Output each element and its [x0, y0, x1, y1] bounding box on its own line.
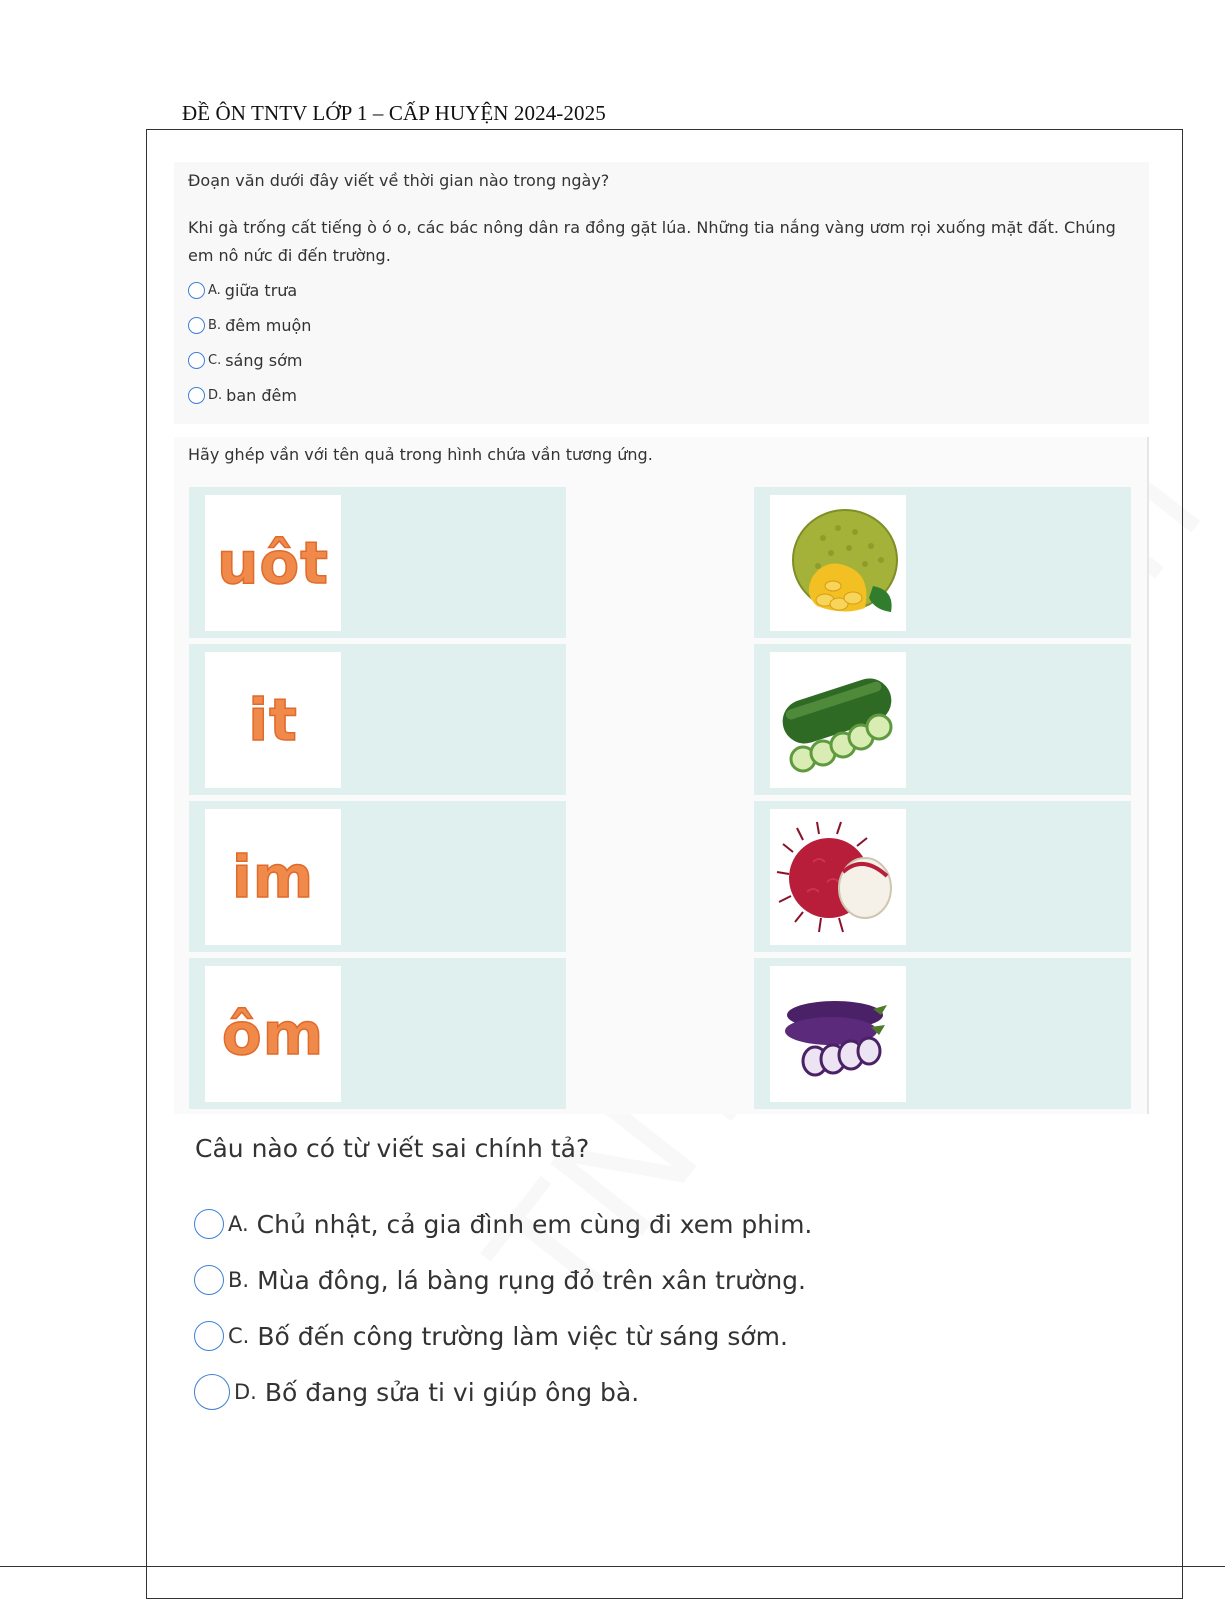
- option-text: Bố đến công trường làm việc từ sáng sớm.: [257, 1321, 788, 1351]
- match-left-cell[interactable]: [189, 801, 566, 952]
- match-right-cell[interactable]: [754, 801, 1131, 952]
- question-1-prompt: Đoạn văn dưới đây viết về thời gian nào trong ngày?: [188, 171, 610, 190]
- radio-button[interactable]: [188, 317, 205, 334]
- radio-button[interactable]: [188, 352, 205, 369]
- option-letter: C.: [208, 352, 222, 368]
- option-text: Bố đang sửa ti vi giúp ông bà.: [264, 1377, 640, 1407]
- option-letter: B.: [228, 1268, 250, 1292]
- radio-button[interactable]: [188, 387, 205, 404]
- question-2: [174, 437, 1149, 1114]
- syllable-text: uôt: [217, 529, 329, 597]
- rambutan-icon: [773, 812, 903, 942]
- q3-option-d[interactable]: [194, 1374, 639, 1410]
- fruit-card[interactable]: [770, 495, 906, 631]
- match-left-cell[interactable]: [189, 487, 566, 638]
- fruit-card[interactable]: [770, 809, 906, 945]
- radio-button[interactable]: [194, 1321, 224, 1351]
- q1-option-c[interactable]: [188, 349, 302, 371]
- option-text: Mùa đông, lá bàng rụng đỏ trên xân trường.: [257, 1265, 806, 1295]
- cucumber-icon: [773, 655, 903, 785]
- option-letter: A.: [208, 282, 221, 298]
- question-3-prompt: Câu nào có từ viết sai chính tả?: [195, 1134, 590, 1163]
- match-left-cell[interactable]: [189, 958, 566, 1109]
- document-header: ĐỀ ÔN TNTV LỚP 1 – CẤP HUYỆN 2024-2025: [182, 101, 606, 125]
- q1-option-d[interactable]: [188, 384, 297, 406]
- match-right-cell[interactable]: [754, 487, 1131, 638]
- syllable-card[interactable]: [205, 809, 341, 945]
- page-bottom-rule: [0, 1566, 1225, 1567]
- q3-option-b[interactable]: [194, 1262, 806, 1298]
- radio-button[interactable]: [188, 282, 205, 299]
- option-text: Chủ nhật, cả gia đình em cùng đi xem phim.: [256, 1209, 813, 1239]
- syllable-text: ôm: [221, 1000, 325, 1068]
- option-text: đêm muộn: [225, 315, 312, 335]
- option-letter: A.: [228, 1212, 249, 1236]
- fruit-card[interactable]: [770, 652, 906, 788]
- option-text: giữa trưa: [224, 280, 298, 300]
- q1-option-b[interactable]: [188, 314, 311, 336]
- option-text: sáng sớm: [225, 350, 303, 370]
- syllable-card[interactable]: [205, 966, 341, 1102]
- q1-option-a[interactable]: [188, 279, 297, 301]
- question-2-prompt: Hãy ghép vần với tên quả trong hình chứa vần tương ứng.: [188, 445, 653, 464]
- fruit-card[interactable]: [770, 966, 906, 1102]
- option-letter: D.: [208, 387, 223, 403]
- match-right-cell[interactable]: [754, 644, 1131, 795]
- question-1: [174, 162, 1149, 424]
- option-text: ban đêm: [226, 385, 297, 405]
- radio-button[interactable]: [194, 1374, 230, 1410]
- eggplant-icon: [773, 969, 903, 1099]
- jackfruit-icon: [773, 498, 903, 628]
- q3-option-a[interactable]: [194, 1206, 812, 1242]
- syllable-card[interactable]: [205, 495, 341, 631]
- radio-button[interactable]: [194, 1209, 224, 1239]
- syllable-card[interactable]: [205, 652, 341, 788]
- syllable-text: it: [248, 686, 298, 754]
- match-left-cell[interactable]: [189, 644, 566, 795]
- match-right-cell[interactable]: [754, 958, 1131, 1109]
- option-letter: B.: [208, 317, 222, 333]
- syllable-text: im: [231, 843, 315, 911]
- radio-button[interactable]: [194, 1265, 224, 1295]
- q3-option-c[interactable]: [194, 1318, 788, 1354]
- question-1-passage: Khi gà trống cất tiếng ò ó o, các bác nông dân ra đồng gặt lúa. Những tia nắng vàng ươm rọi xuống mặt đất. Chúng em nô nức đi đến trường.: [188, 218, 1116, 265]
- option-letter: D.: [234, 1380, 257, 1404]
- option-letter: C.: [228, 1324, 250, 1348]
